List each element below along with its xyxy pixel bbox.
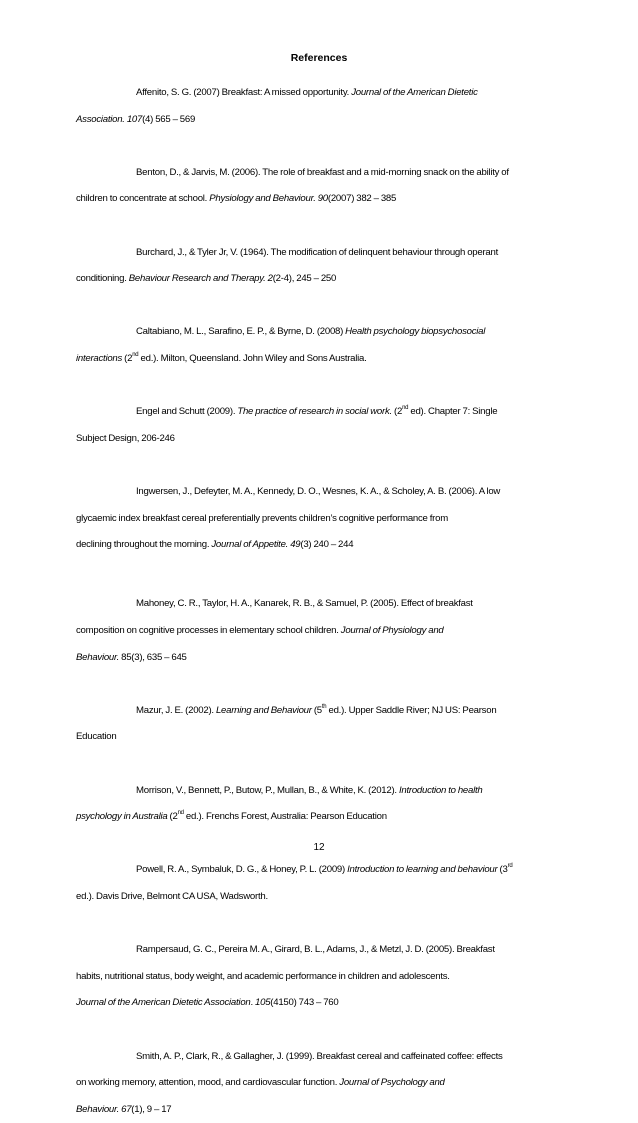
reference-entry: [76, 937, 566, 1017]
reference-italic-text: Journal of Physiology and: [340, 624, 444, 636]
reference-text: Powell, R. A., Symbaluk, D. G., & Honey, P. L. (2009): [136, 864, 348, 876]
reference-text: Smith, A. P., Clark, R., & Gallagher, J. (1999). Breakfast cereal and caffeinated coffee: effects: [136, 1050, 503, 1062]
reference-line: [76, 186, 566, 213]
reference-text: (2-4), 245 – 250: [272, 273, 337, 285]
reference-text: Morrison, V., Bennett, P., Butow, P., Mullan, B., & White, K. (2012).: [136, 784, 399, 796]
reference-line: [76, 724, 566, 751]
reference-superscript: nd: [132, 351, 139, 358]
reference-line: [76, 884, 566, 911]
reference-text: Caltabiano, M. L., Sarafino, E. P., & Byrne, D. (2008): [136, 326, 346, 338]
reference-italic-text: interactions: [76, 352, 123, 364]
reference-text: (1), 9 – 17: [131, 1103, 172, 1115]
reference-text: Engel and Schutt (2009).: [136, 406, 238, 418]
reference-text: (3) 240 – 244: [300, 539, 354, 551]
reference-line: [76, 532, 566, 559]
reference-line: [76, 618, 566, 645]
reference-entry: [76, 778, 566, 831]
reference-italic-text: Physiology and Behaviour. 90: [209, 193, 328, 205]
reference-text: (5: [311, 704, 322, 716]
reference-text: children to concentrate at school.: [76, 193, 210, 205]
reference-line: [76, 240, 566, 267]
reference-superscript: rd: [507, 863, 513, 870]
reference-entry: [76, 160, 566, 213]
reference-italic-text: Behaviour. 67: [76, 1103, 132, 1115]
reference-italic-text: Health psychology biopsychosocial: [345, 326, 486, 338]
reference-text: composition on cognitive processes in elementary school children.: [76, 624, 341, 636]
reference-text: .: [250, 997, 256, 1009]
reference-line: [76, 1070, 566, 1097]
reference-line: [76, 937, 566, 964]
reference-superscript: nd: [402, 405, 409, 412]
reference-text: (2: [122, 352, 133, 364]
reference-entry: [76, 698, 566, 751]
reference-italic-text: The practice of research in social work.: [237, 406, 392, 418]
reference-italic-text: Journal of the American Dietetic Association: [76, 997, 251, 1009]
reference-superscript: nd: [177, 810, 184, 817]
reference-italic-text: Introduction to learning and behaviour: [347, 864, 498, 876]
reference-entry: [76, 399, 566, 452]
reference-text: Affenito, S. G. (2007) Breakfast: A missed opportunity.: [136, 87, 352, 98]
reference-line: [76, 698, 566, 725]
reference-italic-text: Journal of Psychology and: [339, 1077, 445, 1089]
reference-text: Rampersaud, G. C., Pereira M. A., Girard, B. L., Adams, J., & Metzl, J. D. (2005). Breakfast: [136, 944, 495, 956]
page-title: References: [290, 52, 348, 64]
reference-line: [76, 80, 566, 107]
reference-line: [76, 346, 566, 373]
reference-text: (3: [497, 864, 508, 876]
reference-text: on working memory, attention, mood, and cardiovascular function.: [76, 1077, 340, 1089]
reference-line: [76, 591, 566, 618]
reference-italic-text: Behaviour Research and Therapy. 2: [128, 273, 273, 285]
reference-line: [76, 506, 566, 533]
reference-text: Education: [76, 731, 117, 743]
reference-italic-text: Behaviour.: [76, 651, 120, 663]
reference-text: Subject Design, 206-246: [76, 432, 175, 444]
reference-text: (4150) 743 – 760: [270, 997, 339, 1009]
reference-entry: [76, 240, 566, 293]
reference-line: [76, 1097, 566, 1123]
reference-text: Mazur, J. E. (2002).: [136, 704, 216, 716]
reference-text: (2007) 382 – 385: [327, 193, 397, 205]
reference-entry: [76, 80, 566, 133]
reference-line: [76, 107, 566, 134]
reference-text: conditioning.: [76, 273, 129, 285]
reference-text: glycaemic index breakfast cereal preferentially prevents children’s cognitive performance from: [76, 512, 448, 524]
reference-line: [76, 990, 566, 1017]
reference-text: (4) 565 – 569: [142, 113, 196, 125]
reference-text: ed). Chapter 7: Single: [408, 406, 498, 418]
reference-line: [76, 160, 566, 187]
reference-line: [76, 426, 566, 453]
reference-italic-text: 105: [255, 997, 271, 1009]
reference-line: [76, 857, 566, 884]
reference-text: ed.). Frenchs Forest, Australia: Pearson Education: [183, 811, 387, 823]
reference-italic-text: Journal of the American Dietetic: [351, 87, 478, 98]
reference-text: (2: [391, 406, 403, 418]
reference-line: [76, 964, 566, 991]
reference-line: [76, 804, 566, 831]
reference-text: Ingwersen, J., Defeyter, M. A., Kennedy, D. O., Wesnes, K. A., & Scholey, A. B. (2006). A low: [136, 486, 501, 497]
page-number: 12: [313, 842, 325, 853]
reference-text: 85(3), 635 – 645: [119, 651, 187, 663]
reference-entry: [76, 1044, 566, 1123]
reference-text: (2: [167, 811, 178, 823]
reference-superscript: th: [321, 703, 327, 710]
reference-line: [76, 479, 566, 506]
reference-italic-text: Journal of Appetite. 49: [211, 539, 301, 551]
reference-text: habits, nutritional status, body weight, and academic performance in children and adolescents.: [76, 970, 450, 982]
reference-italic-text: psychology in Australia: [76, 811, 168, 823]
reference-entry: [76, 319, 566, 372]
reference-italic-text: Association. 107: [76, 113, 143, 125]
reference-text: ed.). Milton, Queensland. John Wiley and Sons Australia.: [138, 352, 367, 364]
reference-line: [76, 645, 566, 672]
reference-text: Benton, D., & Jarvis, M. (2006). The role of breakfast and a mid-morning snack on the ability of: [136, 166, 509, 178]
reference-entry: [76, 479, 566, 559]
reference-italic-text: Learning and Behaviour: [215, 704, 312, 716]
reference-entry: [76, 591, 566, 671]
reference-line: [76, 266, 566, 293]
reference-line: [76, 778, 566, 805]
reference-line: [76, 319, 566, 346]
reference-text: ed.). Davis Drive, Belmont CA USA, Wadsworth.: [76, 890, 268, 902]
reference-text: declining throughout the morning.: [76, 539, 212, 551]
reference-text: Mahoney, C. R., Taylor, H. A., Kanarek, R. B., & Samuel, P. (2005). Effect of breakfast: [136, 598, 473, 610]
reference-line: [76, 1044, 566, 1071]
reference-text: ed.). Upper Saddle River; NJ US: Pearson: [326, 704, 497, 716]
reference-line: [76, 399, 566, 426]
reference-text: Burchard, J., & Tyler Jr, V. (1964). The modification of delinquent behaviour through operant: [136, 246, 498, 258]
reference-italic-text: Introduction to health: [398, 784, 483, 796]
